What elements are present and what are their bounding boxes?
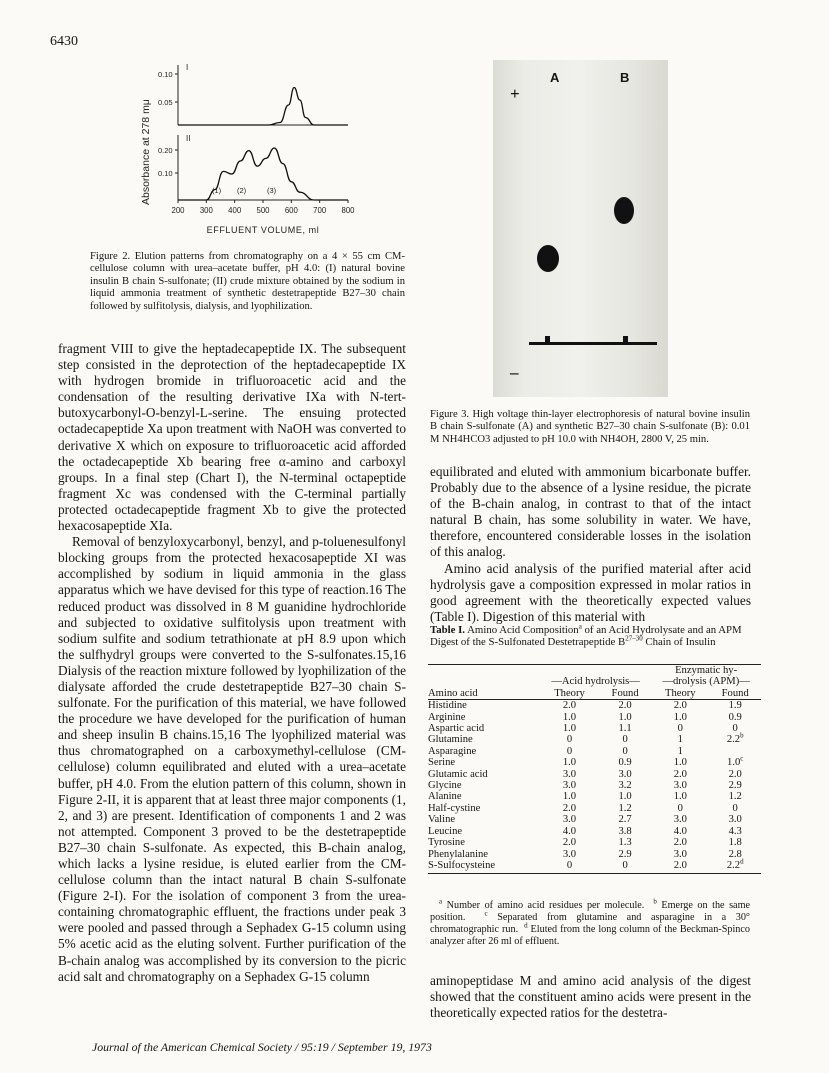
right-paragraph-1: equilibrated and eluted with ammonium bicarbonate buffer. Probably due to the absence of a lysine residue, the picrate of the B-chain analog, in contrast to that of the intact natural B chain, has some solubility in water. We have, therefore, encountered considerable losses in the isolation of this analog.	[430, 464, 751, 560]
table-cell-value: 0.9	[728, 711, 742, 723]
table-cell-value: 1.0	[562, 723, 577, 735]
table-cell-value: 3.2	[618, 780, 632, 792]
group-2-line-1: Enzymatic hy-	[651, 665, 761, 677]
table-cell-value: 0	[566, 734, 573, 746]
figure-2-caption: Figure 2. Elution patterns from chromatography on a 4 × 55 cm CM-cellulose column with urea–acetate buffer, pH 4.0: (I) natural bovine insulin B chain S-sulfonate; (II) crude mixture obtained by the sodium in liquid ammonia treatment of synthetic destetrapeptide B27–30 chain followed by sulfitolysis, dialysis, and lyophilization.	[90, 251, 405, 312]
table-cell-value: 3.0	[562, 768, 577, 780]
table-cell-value: 3.0	[562, 814, 577, 826]
table-row	[428, 860, 761, 874]
x-tick-label-6: 800	[341, 206, 355, 215]
table-cell-value: 1.9	[728, 700, 742, 712]
table-cell-value: 2.9	[618, 848, 632, 860]
table-cell-name: Glycine	[428, 780, 462, 792]
table-cell-value: 4.3	[728, 825, 742, 837]
table-cell-value: 1.1	[618, 723, 632, 735]
spot-a	[537, 245, 559, 272]
table-cell-value: 3.0	[673, 814, 687, 826]
table-cell-value	[709, 746, 761, 757]
table-cell-name: S-Sulfocysteine	[428, 860, 540, 874]
table-cell-value: 2.2$^d$	[709, 860, 761, 874]
x-tick-label-0: 200	[171, 206, 185, 215]
table-cell-value: 2.2$^b$	[726, 731, 744, 746]
table-1-title: Table I. Amino Acid Composition$^a$ of an Acid Hydrolysate and an APM Digest of the S-Sulfonated Destetrapeptide $B^{27-30}$ Chain of Insulin	[430, 622, 742, 649]
table-cell-value: 0.9	[618, 757, 632, 769]
table-cell-value: 0	[732, 802, 738, 814]
table-cell-name: Alanine	[428, 791, 462, 803]
table-cell-value: 3.0	[562, 848, 577, 860]
table-cell-value: 0	[677, 723, 683, 735]
table-1	[428, 664, 761, 874]
table-cell-name: Leucine	[428, 825, 463, 837]
table-row	[428, 700, 761, 712]
page-number: 6430	[50, 34, 78, 49]
lane-label-a: A	[550, 70, 560, 85]
cathode-minus: –	[510, 363, 519, 382]
series-line-panel-2	[178, 148, 348, 200]
table-cell-value: 2.7	[618, 814, 632, 826]
lane-label-b: B	[620, 70, 630, 85]
table-cell-value: 0	[540, 860, 599, 874]
table-cell-value: 2.9	[728, 780, 742, 792]
table-cell-value: 0	[599, 860, 651, 874]
figure-3-caption: Figure 3. High voltage thin-layer electrophoresis of natural bovine insulin B chain S-sulfonate (A) and synthetic B27–30 chain S-sulfonate (B): 0.01 M NH4HCO3 adjusted to pH 10.0 with NH4OH, 2800 V, 25 min.	[430, 409, 750, 445]
table-cell-name: Phenylalanine	[428, 848, 489, 860]
table-cell-value: 1.8	[728, 837, 742, 849]
table-cell-value: 3.0	[728, 814, 742, 826]
table-row	[428, 849, 761, 860]
table-cell-value: 3.0	[673, 848, 687, 860]
spot-b	[614, 197, 634, 224]
x-tick-label-2: 400	[228, 206, 242, 215]
peak-label-1: (1)	[212, 186, 222, 195]
table-cell-name: Glutamic acid	[428, 768, 488, 780]
right-column-top	[430, 464, 751, 625]
table-cell-value: 2.0	[618, 700, 632, 712]
table-cell-value: 1.0	[673, 791, 687, 803]
table-row	[428, 826, 761, 837]
table-cell-value: 1.0	[562, 757, 577, 769]
table-cell-value: 1.0	[618, 791, 632, 803]
table-cell-value: 3.0	[562, 780, 577, 792]
right-column-bottom	[430, 973, 751, 1021]
table-cell-value: 2.0	[651, 860, 709, 874]
right-paragraph-3: aminopeptidase M and amino acid analysis of the digest showed that the constituent amino acids were present in the theoretically expected ratios for the destetra-	[430, 973, 751, 1021]
panel-1-label: I	[186, 63, 189, 72]
origin-mark-a	[545, 336, 550, 344]
table-cell-name: Serine	[428, 757, 456, 769]
table-cell-name: Aspartic acid	[428, 723, 485, 735]
table-cell-value: 0	[622, 734, 628, 746]
table-cell-value: 3.0	[673, 780, 687, 792]
table-cell-value: 2.0	[673, 768, 687, 780]
table-cell-value: 4.0	[673, 825, 687, 837]
table-cell-value: 1.0$^c$	[727, 754, 744, 769]
table-cell-value: 1.0	[562, 711, 577, 723]
x-tick-label-1: 300	[199, 206, 213, 215]
table-row	[428, 734, 761, 745]
table-cell-value: 3.8	[618, 825, 632, 837]
series-line-panel-1	[178, 88, 348, 126]
table-cell-value: 1.0	[618, 711, 632, 723]
table-1-footnotes: $^a$ Number of amino acid residues per molecule. $^b$ Emerge on the same position. $^c$ Separated from glutamine and asparagine in a 30° chromatographic run. $^d$ Eluted from the long column of the Beckman-Spinco analyzer after 26 ml of effluent.	[430, 897, 751, 947]
x-axis-label: EFFLUENT VOLUME, ml	[206, 225, 320, 235]
panel-2-tick-1: 0.10	[158, 169, 173, 178]
table-cell-name: Half-cystine	[428, 802, 481, 814]
figure-2-chart	[130, 55, 370, 250]
table-cell-value: 0	[566, 745, 573, 757]
table-cell-value: 2.0	[562, 802, 577, 814]
panel-2-tick-0: 0.20	[158, 146, 173, 155]
y-axis-label: Absorbance at 278 mμ	[140, 99, 152, 205]
x-tick-label-4: 600	[284, 206, 298, 215]
table-row	[428, 712, 761, 723]
table-cell-value: 1.3	[618, 837, 632, 849]
table-cell-value: 1.2	[618, 802, 632, 814]
electrophoresis-plate	[493, 60, 668, 397]
table-cell-value: 0	[622, 745, 628, 757]
header-found-1: Found	[599, 688, 651, 700]
left-paragraph-2: Removal of benzyloxycarbonyl, benzyl, and p-toluenesulfonyl blocking groups from the protected hexacosapeptide XI was accomplished by sodium in liquid ammonia in the glass apparatus which we have devised for this type of reaction.16 The reduced product was dissolved in 8 M guanidine hydrochloride and subjected to oxidative sulfitolysis upon treatment with sodium sulfite and sodium tetrathionate at pH 8.9 upon which the sulfhydryl groups were converted to the S-sulfonates.15,16 Dialysis of the reaction mixture followed by lyophilization of the dialysate afforded the crude destetrapeptide B27–30 chain S-sulfonate. For the purification of this material, we have followed the procedure we have developed for the purification of human and sheep insulin B chains.15,16 The lyophilized material was thus chromatographed on a carboxymethyl-cellulose (CM-cellulose) column equilibrated and eluted with a urea–acetate buffer, pH 4.0. From the elution pattern of this column, shown in Figure 2-II, it is apparent that at least three major components (1, 2, and 3) are present. Identification of components 1 and 2 was not attempted. Component 3 proved to be the destetrapeptide B27–30 chain S-sulfonate. As expected, this B-chain analog, which lacks a lysine residue, is eluted earlier from the CM-cellulose column than the intact natural B chain S-sulfonate (Figure 2-I). For the isolation of component 3 from the urea-containing chromatographic effluent, the fractions under peak 3 were pooled and passed through a Sephadex G-15 column using 5% acetic acid as the eluting solvent. Further purification of the B-chain analog was accomplished by its conversion to the picric acid salt and chromatography on a Sephadex G-15 column	[58, 534, 406, 984]
panel-2-label: II	[186, 134, 191, 143]
table-cell-value: 0	[677, 802, 683, 814]
origin-mark-b	[623, 336, 628, 344]
table-cell-name: Histidine	[428, 700, 467, 712]
anode-plus: +	[510, 84, 520, 103]
journal-footer: Journal of the American Chemical Society / 95:19 / September 19, 1973	[92, 1040, 432, 1054]
table-cell-name: Asparagine	[428, 745, 477, 757]
table-row	[428, 780, 761, 791]
header-amino-acid: Amino acid	[428, 688, 540, 700]
header-theory-2: Theory	[651, 688, 709, 700]
table-cell-value: 1.0	[673, 757, 687, 769]
header-found-2: Found	[709, 688, 761, 700]
x-tick-label-3: 500	[256, 206, 270, 215]
table-cell-value: 1.2	[728, 791, 742, 803]
table-row	[428, 757, 761, 768]
panel-1-tick-0: 0.10	[158, 70, 173, 79]
table-cell-value: 1	[677, 734, 683, 746]
table-row	[428, 803, 761, 814]
header-theory-1: Theory	[540, 688, 599, 700]
left-column	[58, 341, 406, 985]
table-cell-name: Arginine	[428, 711, 466, 723]
table-cell-value: 2.0	[728, 768, 742, 780]
table-cell-value: 1	[677, 745, 683, 757]
table-cell-name: Glutamine	[428, 734, 473, 746]
table-cell-value: 4.0	[562, 825, 577, 837]
table-cell-value: 2.0	[562, 837, 577, 849]
table-cell-value: 2.0	[673, 700, 687, 712]
table-row	[428, 723, 761, 734]
table-row	[428, 837, 761, 848]
table-cell-value: 0	[732, 723, 738, 735]
table-cell-value: 1.0	[673, 711, 687, 723]
table-row	[428, 791, 761, 802]
left-paragraph-1: fragment VIII to give the heptadecapeptide IX. The subsequent step consisted in the deprotection of the heptadecapeptide IX with hydrogen bromide in trifluoroacetic acid and the condensation of the resulting derivative IXa with N-tert-butoxycarbonyl-O-benzyl-L-serine. The ensuing protected octadecapeptide Xa upon treatment with NaOH was converted to derivative X which on exposure to trifluoroacetic acid afforded the octadecapeptide Xb bearing free α-amino and carboxyl groups. In a final step (Chart I), the N-terminal octapeptide fragment Xc was condensed with the C-terminal partially protected octadecapeptide fragment Xb to give the protected hexacosapeptide XIa.	[58, 341, 406, 534]
group-2-line-2: —drolysis (APM)—	[662, 676, 750, 688]
peak-label-3: (3)	[267, 186, 277, 195]
table-row	[428, 814, 761, 825]
table-row	[428, 746, 761, 757]
table-cell-value: 2.8	[728, 848, 742, 860]
panel-1-tick-1: 0.05	[158, 98, 173, 107]
table-cell-name: Tyrosine	[428, 837, 465, 849]
table-cell-value: 1.0	[562, 791, 577, 803]
group-1-header: —Acid hydrolysis—	[551, 676, 640, 688]
table-cell-name: Valine	[428, 814, 456, 826]
table-cell-value: 3.0	[618, 768, 632, 780]
peak-label-2: (2)	[237, 186, 247, 195]
table-cell-value: 2.0	[673, 837, 687, 849]
table-row	[428, 769, 761, 780]
table-cell-value: 2.0	[562, 700, 577, 712]
x-tick-label-5: 700	[313, 206, 327, 215]
right-paragraph-2: Amino acid analysis of the purified material after acid hydrolysis gave a composition expressed in molar ratios in good agreement with the theoretically expected values (Table I). Digestion of this material with	[430, 560, 751, 624]
